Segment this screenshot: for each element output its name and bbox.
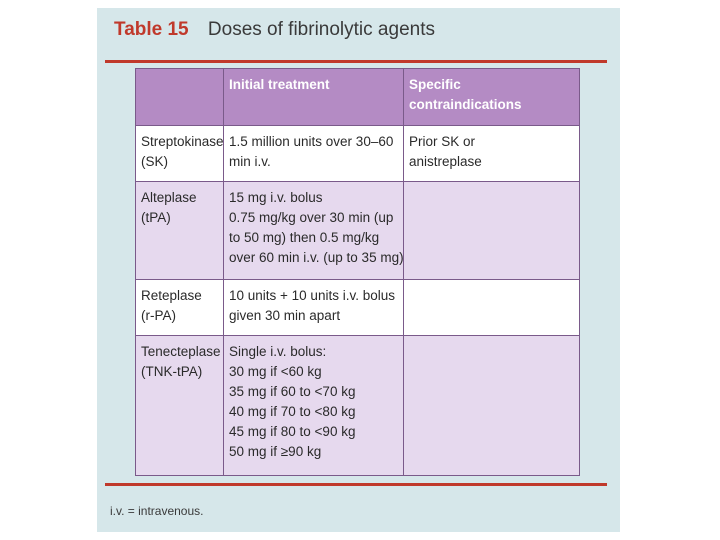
table-panel (97, 8, 620, 532)
table-row (136, 279, 580, 335)
agent-cell (136, 335, 224, 475)
dose-line: 15 mg i.v. bolus (229, 189, 323, 205)
contra-line: Prior SK or (409, 134, 476, 149)
contraindication-cell (404, 181, 580, 279)
header-initial-treatment: Initial treatment (224, 69, 404, 126)
dose-line: 45 mg if 80 to <90 kg (229, 423, 356, 439)
agent-abbrev: (r-PA) (141, 307, 176, 323)
dose-line: 0.75 mg/kg over 30 min (up (229, 209, 394, 225)
table-row (136, 181, 580, 279)
header-row (136, 69, 580, 126)
header-contra-line: Specific (409, 77, 461, 92)
agent-cell (136, 126, 224, 182)
agent-name: Streptokinase (141, 134, 224, 149)
contra-line: anistreplase (409, 154, 482, 169)
table-number: Table 15 (114, 19, 189, 40)
header-contra-line: contraindications (409, 97, 522, 112)
header-contraindications (404, 69, 580, 126)
header-agent (136, 69, 224, 126)
agent-name: Alteplase (141, 189, 197, 205)
dose-line: Single i.v. bolus: (229, 343, 327, 359)
dose-line: 50 mg if ≥90 kg (229, 443, 322, 459)
table-caption: Doses of fibrinolytic agents (207, 19, 435, 40)
dose-line: over 60 min i.v. (up to 35 mg) (229, 249, 404, 265)
dose-line: min i.v. (229, 154, 271, 169)
bottom-rule (105, 483, 607, 486)
dose-line: 10 units + 10 units i.v. bolus (229, 287, 395, 303)
dose-line: 1.5 million units over 30–60 (229, 134, 394, 149)
dose-line: given 30 min apart (229, 307, 341, 323)
contraindication-cell (404, 126, 580, 182)
agent-abbrev: (TNK-tPA) (141, 363, 203, 379)
contraindication-cell (404, 279, 580, 335)
initial-treatment-cell (224, 181, 404, 279)
table-title (114, 19, 435, 41)
contraindication-cell (404, 335, 580, 475)
footnote: i.v. = intravenous. (110, 504, 204, 518)
dose-line: 35 mg if 60 to <70 kg (229, 383, 356, 399)
initial-treatment-cell (224, 335, 404, 475)
dose-line: to 50 mg) then 0.5 mg/kg (229, 229, 380, 245)
initial-treatment-cell (224, 126, 404, 182)
agent-cell (136, 181, 224, 279)
table-row (136, 335, 580, 475)
agent-name: Reteplase (141, 287, 202, 303)
initial-treatment-cell (224, 279, 404, 335)
doses-table (135, 68, 580, 476)
table-row (136, 126, 580, 182)
agent-cell (136, 279, 224, 335)
agent-abbrev: (tPA) (141, 209, 171, 225)
dose-line: 30 mg if <60 kg (229, 363, 322, 379)
top-rule (105, 60, 607, 63)
agent-abbrev: (SK) (141, 154, 168, 169)
agent-name: Tenecteplase (141, 343, 221, 359)
dose-line: 40 mg if 70 to <80 kg (229, 403, 356, 419)
